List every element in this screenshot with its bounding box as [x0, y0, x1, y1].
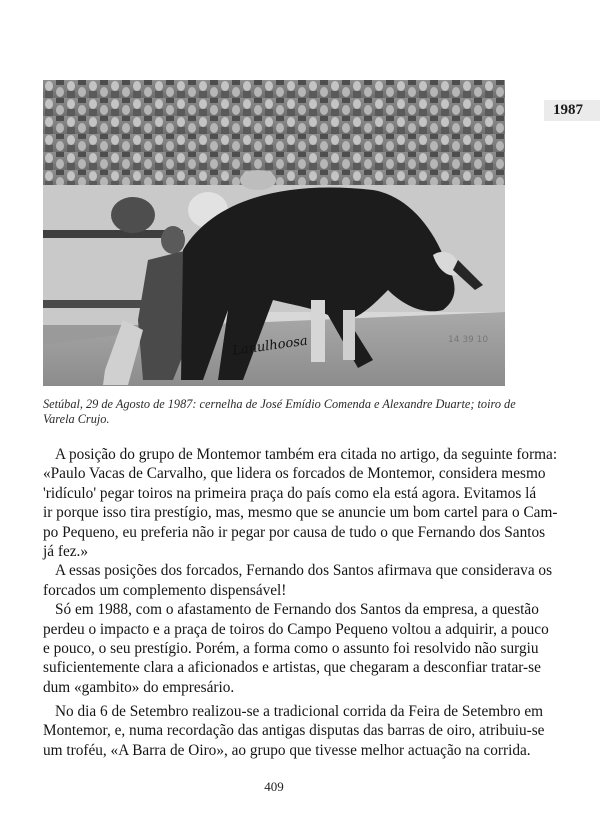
caption-line: Varela Crujo.	[43, 412, 110, 426]
text-line: Só em 1988, com o afastamento de Fernando dos Santos da empresa, a questão	[55, 601, 539, 619]
svg-text:14 39 10: 14 39 10	[448, 335, 489, 345]
text-line: po Pequeno, eu preferia não ir pegar por causa de tudo o que Fernando dos Santos	[43, 523, 546, 541]
text-line: No dia 6 de Setembro realizou-se a tradicional corrida da Feira de Setembro em	[55, 703, 544, 720]
text-line: A posição do grupo de Montemor também era citada no artigo, da seguinte forma:	[55, 446, 558, 463]
paragraph	[43, 445, 558, 561]
text-line: já fez.»	[43, 542, 89, 560]
paragraph	[43, 561, 553, 600]
paragraph	[43, 702, 545, 760]
text-line: «Paulo Vacas de Carvalho, que lidera os forcados de Montemor, considera mesmo	[43, 465, 546, 483]
crowd	[43, 80, 505, 185]
forcado-head	[161, 226, 185, 254]
paragraph	[43, 600, 549, 697]
year-tab: 1987	[544, 100, 600, 121]
page-number: 409	[264, 779, 284, 794]
text-line: 'ridículo' pegar toiros na primeira praça do país como ela está agora. Evitamos lá	[43, 484, 537, 502]
text-line: A essas posições dos forcados, Fernando dos Santos afirmava que considerava os	[55, 562, 553, 580]
text-line: perdeu o impacto e a praça de toiros do Campo Pequeno voltou a adquirir, a pouco	[43, 620, 549, 638]
bullfight-photo	[43, 80, 505, 386]
text-line: ir porque isso tira prestígio, mas, mesmo que se anuncie um bom cartel para o Cam-	[43, 504, 558, 522]
text-line: suficientemente clara a aficionados e artistas, que chegaram a desconfiar tratar-se	[43, 659, 541, 677]
text-line: Montemor, e, numa recordação das antigas disputas das barras de oiro, atribuiu-se	[43, 722, 545, 740]
text-line: dum «gambito» do empresário.	[43, 678, 235, 696]
text-line: um troféu, «A Barra de Oiro», ao grupo que tivesse melhor actuação na corrida.	[43, 741, 531, 759]
caption-line: Setúbal, 29 de Agosto de 1987: cernelha de José Emídio Comenda e Alexandre Duarte; toiro de	[43, 397, 516, 411]
text-line: e pouco, o seu prestígio. Porém, a forma como o assunto foi resolvido não surgiu	[43, 639, 539, 657]
body-section-2	[43, 702, 545, 760]
body-section-1	[43, 445, 558, 697]
figure-caption	[43, 397, 516, 427]
text-line: forcados um complemento dispensável!	[43, 581, 287, 599]
photo-signature: Lanulhoosa	[231, 333, 309, 359]
